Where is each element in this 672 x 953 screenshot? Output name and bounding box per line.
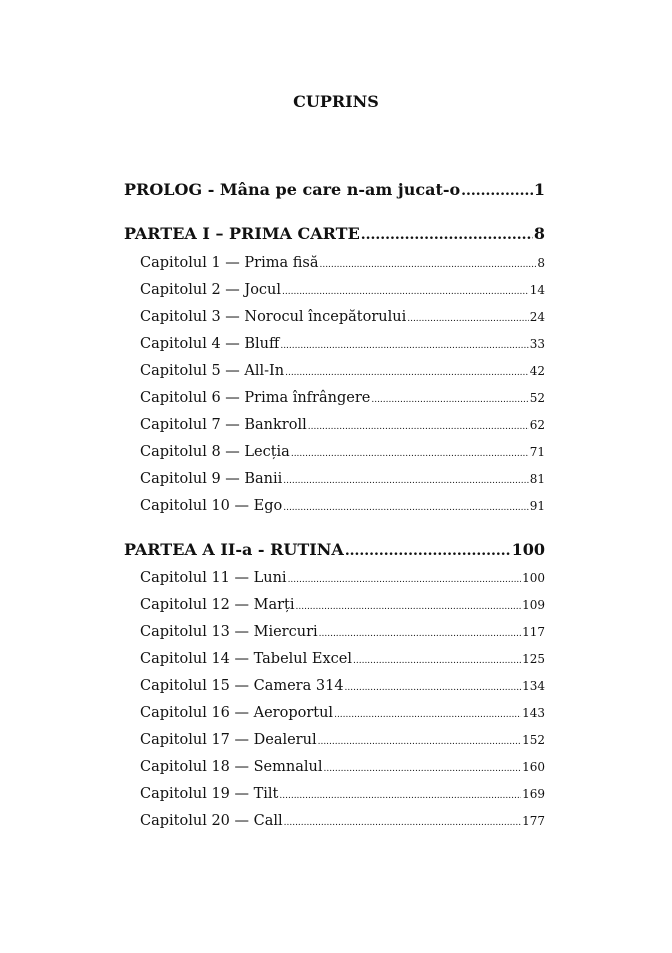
toc-entry-part-1[interactable] [124, 224, 545, 243]
dot-leader [288, 570, 522, 586]
toc-entry-chapter-19[interactable] [140, 786, 545, 802]
page-number: 177 [522, 814, 545, 828]
page-number: 91 [529, 499, 545, 513]
page-number: 42 [529, 364, 545, 378]
dot-leader [279, 786, 521, 802]
page-number: 169 [522, 787, 545, 801]
entry-label: Capitolul 11 — Luni [140, 570, 287, 586]
toc-entry-chapter-17[interactable] [140, 732, 545, 748]
entry-label: Capitolul 7 — Bankroll [140, 417, 307, 433]
page-number: 143 [522, 706, 545, 720]
page-number: 8 [537, 256, 545, 270]
toc-entry-chapter-1[interactable] [140, 255, 545, 271]
page-number: 71 [529, 445, 545, 459]
entry-label: Capitolul 17 — Dealerul [140, 732, 317, 748]
entry-label: PARTEA I – PRIMA CARTE [124, 224, 360, 243]
entry-label: Capitolul 14 — Tabelul Excel [140, 651, 352, 667]
entry-label: Capitolul 2 — Jocul [140, 282, 282, 298]
toc-entry-prolog[interactable] [124, 180, 545, 199]
dot-leader [280, 336, 528, 352]
page-title: CUPRINS [293, 92, 379, 111]
page-number: 81 [529, 472, 545, 486]
dot-leader [283, 471, 528, 487]
dot-leader [323, 759, 521, 775]
dot-leader [461, 180, 533, 199]
toc-entry-chapter-12[interactable] [140, 597, 545, 613]
toc-entry-chapter-11[interactable] [140, 570, 545, 586]
toc-entry-chapter-10[interactable] [140, 498, 545, 514]
toc-entry-chapter-20[interactable] [140, 813, 545, 829]
page-number: 33 [529, 337, 545, 351]
toc-entry-chapter-4[interactable] [140, 336, 545, 352]
entry-label: Capitolul 6 — Prima înfrângere [140, 390, 371, 406]
dot-leader [319, 255, 536, 271]
dot-leader [407, 309, 529, 325]
page-number: 100 [522, 571, 545, 585]
page-number: 14 [529, 283, 545, 297]
entry-label: Capitolul 9 — Banii [140, 471, 283, 487]
dot-leader [318, 732, 522, 748]
entry-label: Capitolul 1 — Prima fisă [140, 255, 319, 271]
dot-leader [353, 651, 521, 667]
toc-entry-chapter-7[interactable] [140, 417, 545, 433]
dot-leader [308, 417, 529, 433]
page-number: 100 [511, 540, 545, 559]
toc-entry-chapter-15[interactable] [140, 678, 545, 694]
page-number: 52 [529, 391, 545, 405]
dot-leader [291, 444, 529, 460]
toc-entry-chapter-6[interactable] [140, 390, 545, 406]
page-number: 134 [522, 679, 545, 693]
entry-label: Capitolul 4 — Bluff [140, 336, 280, 352]
entry-label: Capitolul 8 — Lecția [140, 444, 290, 460]
page-number: 117 [522, 625, 545, 639]
toc-entry-chapter-16[interactable] [140, 705, 545, 721]
entry-label: Capitolul 10 — Ego [140, 498, 283, 514]
toc-entry-chapter-18[interactable] [140, 759, 545, 775]
entry-label: Capitolul 12 — Marți [140, 597, 295, 613]
toc-entry-chapter-5[interactable] [140, 363, 545, 379]
toc-entry-chapter-9[interactable] [140, 471, 545, 487]
page-number: 1 [533, 180, 545, 199]
toc-entry-chapter-14[interactable] [140, 651, 545, 667]
entry-label: Capitolul 18 — Semnalul [140, 759, 323, 775]
entry-label: Capitolul 13 — Miercuri [140, 624, 318, 640]
toc-entry-chapter-2[interactable] [140, 282, 545, 298]
page-number: 160 [522, 760, 545, 774]
page-number: 8 [533, 224, 545, 243]
dot-leader [319, 624, 521, 640]
page-number: 62 [529, 418, 545, 432]
toc-entry-chapter-3[interactable] [140, 309, 545, 325]
entry-label: PROLOG - Mâna pe care n-am jucat-o [124, 180, 461, 199]
dot-leader [371, 390, 528, 406]
dot-leader [296, 597, 522, 613]
dot-leader [345, 678, 522, 694]
entry-label: Capitolul 16 — Aeroportul [140, 705, 334, 721]
toc-entry-chapter-8[interactable] [140, 444, 545, 460]
page-number: 125 [522, 652, 545, 666]
dot-leader [361, 224, 533, 243]
page-number: 152 [522, 733, 545, 747]
toc-entry-part-2[interactable] [124, 540, 545, 559]
page-number: 24 [529, 310, 545, 324]
entry-label: Capitolul 15 — Camera 314 [140, 678, 344, 694]
entry-label: Capitolul 19 — Tilt [140, 786, 279, 802]
entry-label: PARTEA A II-a - RUTINA [124, 540, 344, 559]
dot-leader [282, 282, 529, 298]
entry-label: Capitolul 20 — Call [140, 813, 283, 829]
dot-leader [283, 498, 529, 514]
entry-label: Capitolul 3 — Norocul începătorului [140, 309, 407, 325]
entry-label: Capitolul 5 — All-In [140, 363, 285, 379]
dot-leader [345, 540, 511, 559]
dot-leader [334, 705, 521, 721]
toc-entry-chapter-13[interactable] [140, 624, 545, 640]
dot-leader [284, 813, 521, 829]
dot-leader [285, 363, 529, 379]
page-number: 109 [522, 598, 545, 612]
